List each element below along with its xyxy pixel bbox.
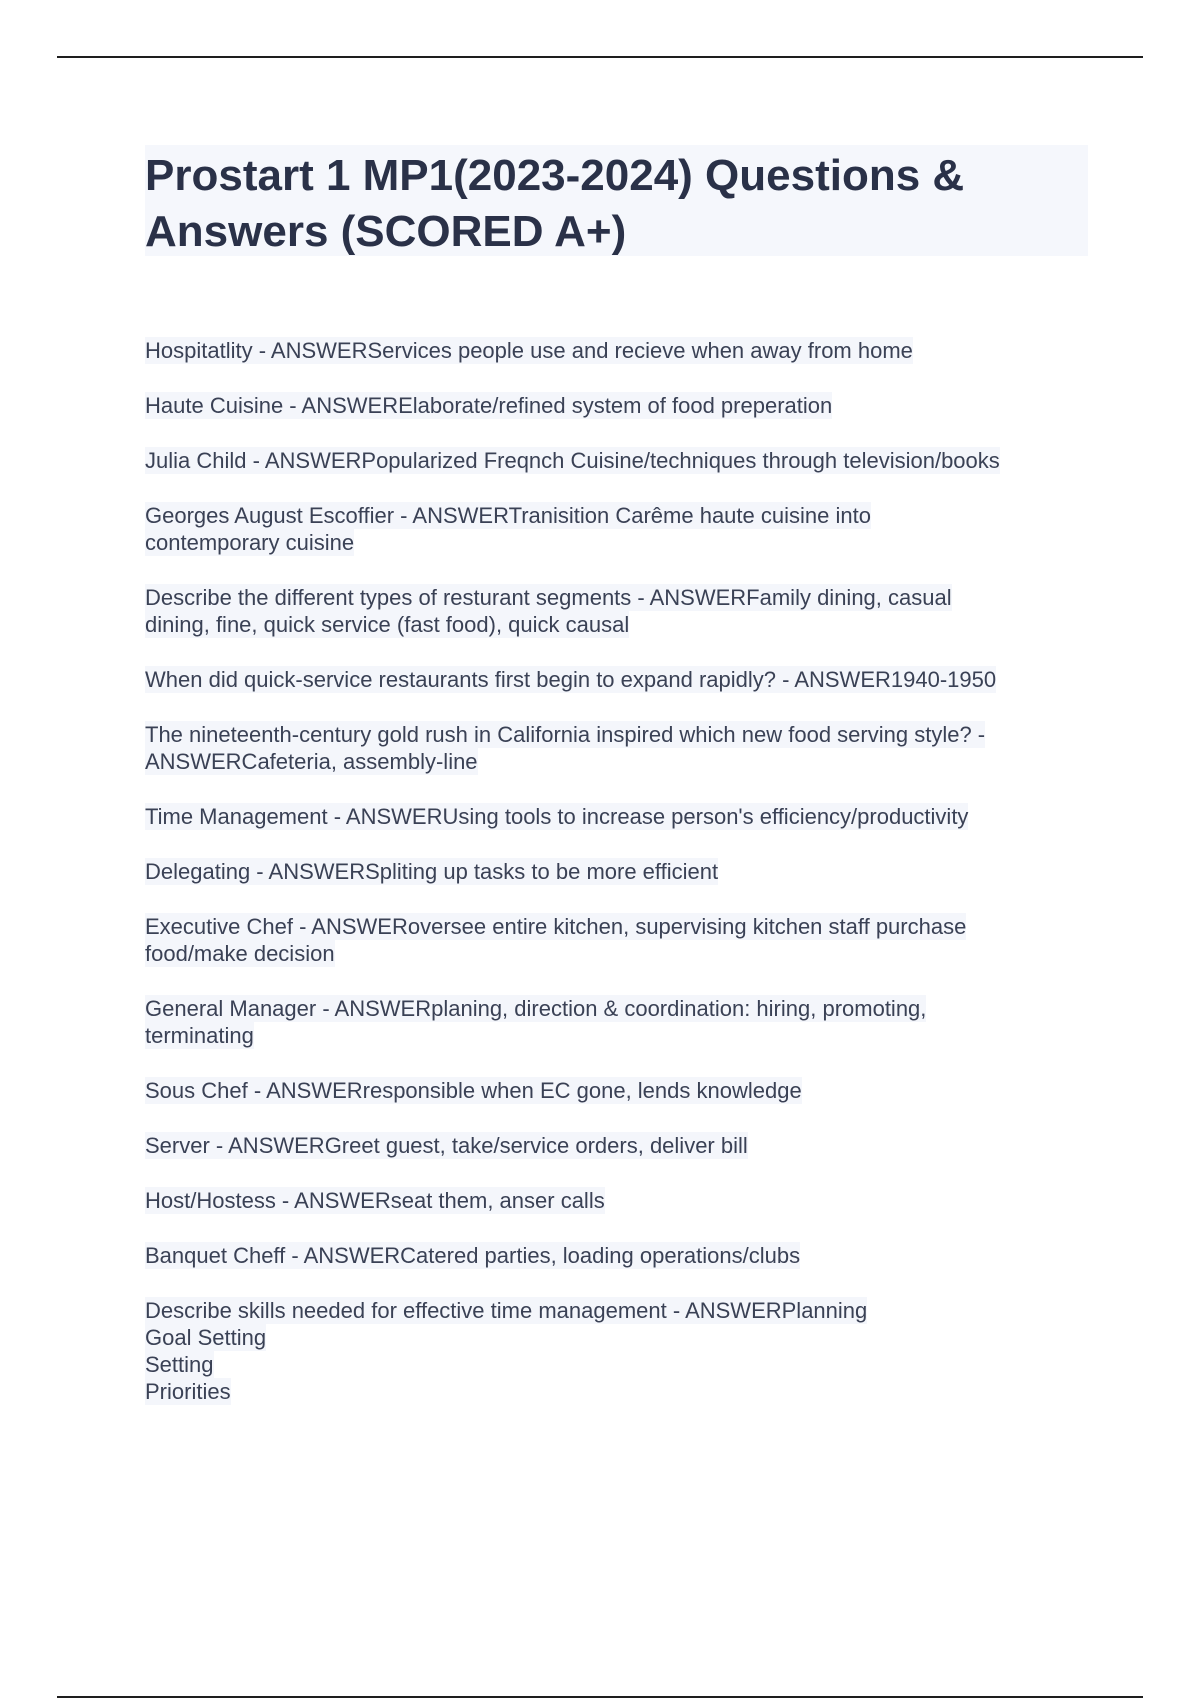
qa-item	[145, 1132, 1105, 1159]
qa-line: Julia Child - ANSWERPopularized Freqnch Cuisine/techniques through television/books	[145, 448, 1000, 473]
qa-line: ANSWERCafeteria, assembly-line	[145, 749, 478, 774]
qa-item	[145, 1242, 1105, 1269]
qa-item	[145, 1187, 1105, 1214]
qa-line: Server - ANSWERGreet guest, take/service orders, deliver bill	[145, 1133, 748, 1158]
qa-item	[145, 995, 1105, 1049]
title-line: Answers (SCORED A+)	[145, 207, 627, 256]
document-title	[145, 145, 1088, 256]
qa-line: Sous Chef - ANSWERresponsible when EC gone, lends knowledge	[145, 1078, 802, 1103]
qa-line: Setting	[145, 1352, 214, 1377]
qa-line: dining, fine, quick service (fast food), quick causal	[145, 612, 630, 637]
qa-line: Priorities	[145, 1379, 231, 1404]
qa-item	[145, 913, 1105, 967]
qa-item	[145, 858, 1105, 885]
qa-item	[145, 1297, 1105, 1405]
qa-line: contemporary cuisine	[145, 530, 355, 555]
title-line: Prostart 1 MP1(2023-2024) Questions &	[145, 151, 965, 200]
qa-line: General Manager - ANSWERplaning, direction & coordination: hiring, promoting,	[145, 996, 927, 1021]
qa-item	[145, 1077, 1105, 1104]
qa-line: Banquet Cheff - ANSWERCatered parties, loading operations/clubs	[145, 1243, 801, 1268]
qa-line: Describe the different types of resturant segments - ANSWERFamily dining, casual	[145, 585, 952, 610]
qa-line: food/make decision	[145, 941, 335, 966]
qa-item	[145, 584, 1105, 638]
qa-line: The nineteenth-century gold rush in California inspired which new food serving style? -	[145, 722, 986, 747]
qa-line: Hospitatlity - ANSWERServices people use and recieve when away from home	[145, 338, 913, 363]
footer-rule	[57, 1696, 1143, 1698]
qa-item	[145, 666, 1105, 693]
qa-item	[145, 721, 1105, 775]
qa-line: Georges August Escoffier - ANSWERTranisition Carême haute cuisine into	[145, 503, 871, 528]
header-rule	[57, 56, 1143, 58]
qa-line: Goal Setting	[145, 1325, 267, 1350]
qa-item	[145, 392, 1105, 419]
qa-line: Time Management - ANSWERUsing tools to increase person's efficiency/productivity	[145, 804, 969, 829]
qa-line: terminating	[145, 1023, 254, 1048]
qa-line: Executive Chef - ANSWERoversee entire kitchen, supervising kitchen staff purchase	[145, 914, 967, 939]
qa-item	[145, 337, 1105, 364]
qa-list	[145, 337, 1105, 1433]
qa-line: Host/Hostess - ANSWERseat them, anser calls	[145, 1188, 605, 1213]
qa-line: Haute Cuisine - ANSWERElaborate/refined system of food preperation	[145, 393, 833, 418]
qa-line: Describe skills needed for effective time management - ANSWERPlanning	[145, 1298, 868, 1323]
qa-line: Delegating - ANSWERSpliting up tasks to be more efficient	[145, 859, 719, 884]
qa-item	[145, 447, 1105, 474]
qa-line: When did quick-service restaurants first begin to expand rapidly? - ANSWER1940-1950	[145, 667, 997, 692]
qa-item	[145, 502, 1105, 556]
qa-item	[145, 803, 1105, 830]
